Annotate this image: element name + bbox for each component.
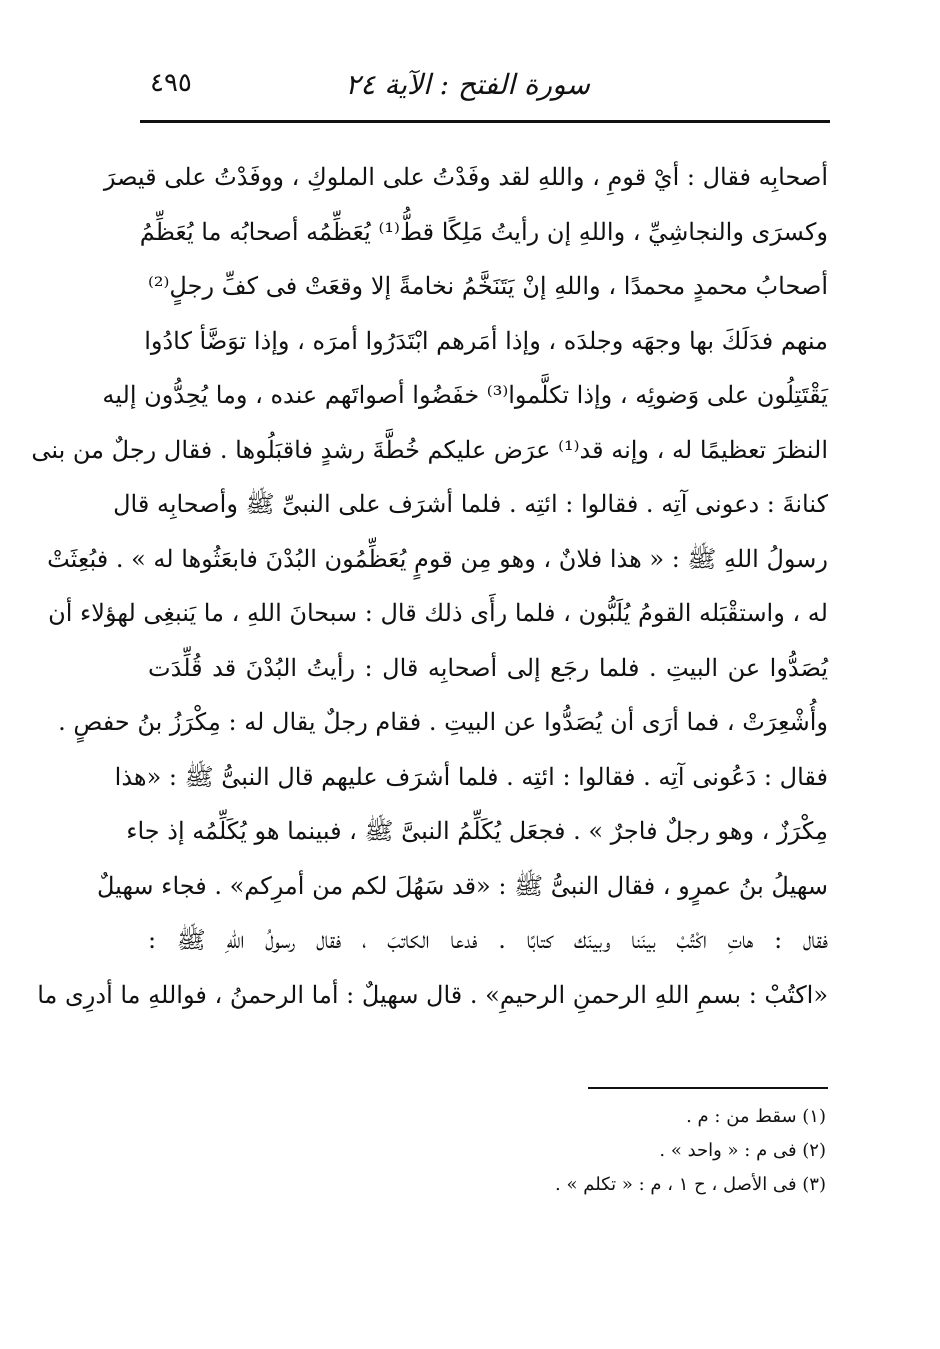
main-text bbox=[31, 150, 828, 1022]
text-line: يُصَدُّوا عن البيتِ . فلما رجَع إلى أصحابِه قال : رأيتُ البُدْنَ قد قُلِّدَت bbox=[148, 653, 828, 682]
footnotes bbox=[300, 1100, 826, 1202]
text-line: كنانةَ : دعونى آتِه . فقالوا : ائتِه . فلما أشرَف على النبىِّ ﷺ وأصحابِه قال bbox=[113, 490, 828, 518]
text-line: رسولُ اللهِ ﷺ : « هذا فلانٌ ، وهو مِن قومٍ يُعَظِّمُون البُدْنَ فابعَثُوها له » . فبُعِثَتْ bbox=[47, 544, 828, 573]
text-line: أصحابُ محمدٍ محمدًا ، واللهِ إنْ يَتَنَخَّمُ نخامةً إلا وقعَتْ فى كفِّ رجلٍ⁽²⁾ bbox=[148, 272, 828, 300]
text-line: «اكتُبْ : بسمِ اللهِ الرحمنِ الرحيمِ» . قال سهيلٌ : أما الرحمنُ ، فواللهِ ما أدرِى ما bbox=[37, 980, 828, 1009]
page-number: ٤٩٥ bbox=[150, 68, 192, 98]
text-line: منهم فدَلَكَ بها وجهَه وجلدَه ، وإذا أمَرهم ابْتَدَرُوا أمرَه ، وإذا توَضَّأ كادُوا bbox=[144, 326, 828, 355]
text-line: له ، واستقْبَله القومُ يُلَبُّون ، فلما رأَى ذلك قال : سبحانَ اللهِ ، ما يَنبغِى لهؤلاء أن bbox=[48, 599, 828, 627]
footnote: (١) سقط من : م . bbox=[686, 1106, 826, 1127]
footnote: (٣) فى الأصل ، ح ١ ، م : « تكلم » . bbox=[555, 1174, 826, 1195]
text-line: سهيلُ بنُ عمرٍو ، فقال النبىُّ ﷺ : «قد سَهُلَ لكم من أمرِكم» . فجاء سهيلٌ bbox=[96, 871, 828, 900]
text-line: مِكْرَزٌ ، وهو رجلٌ فاجرٌ » . فجعَل يُكَلِّمُ النبىَّ ﷺ ، فبينما هو يُكَلِّمُه إذ جاء bbox=[126, 817, 828, 845]
footnote-divider bbox=[588, 1087, 828, 1089]
text-line: فقال : دَعُونى آتِه . فقالوا : ائتِه . فلما أشرَف عليهم قال النبىُّ ﷺ : «هذا bbox=[114, 762, 828, 791]
running-header bbox=[140, 60, 830, 112]
header-title: سورة الفتح : الآية ٢٤ bbox=[345, 68, 590, 101]
text-line: وأُشْعِرَتْ ، فما أرَى أن يُصَدُّوا عن البيتِ . فقام رجلٌ يقال له : مِكْرَزُ بنُ حفصٍ . bbox=[58, 708, 828, 736]
text-line: أصحابِه فقال : أيْ قومِ ، واللهِ لقد وفَدْتُ على الملوكِ ، ووفَدْتُ على قيصرَ bbox=[103, 163, 828, 191]
text-line: النظرَ تعظيمًا له ، وإنه قد⁽¹⁾ عرَض عليكم خُطَّةَ رشدٍ فاقبَلُوها . فقال رجلٌ من بنى bbox=[31, 435, 828, 464]
text-line: وكسرَى والنجاشِيِّ ، واللهِ إن رأيتُ مَلِكًا قطُّ⁽¹⁾ يُعَظِّمُه أصحابُه ما يُعَظِّمُ bbox=[139, 217, 828, 246]
text-line: يَقْتَتِلُون على وَضوئِه ، وإذا تكلَّموا⁽³⁾ خفَضُوا أصواتَهم عنده ، وما يُحِدُّون إليه bbox=[102, 381, 828, 409]
text-line: فقال : هاتِ اكْتُبْ بينَنا وبينَك كتابًا . فدعا الكاتبَ ، فقال رسولُ اللهِ ﷺ : bbox=[148, 926, 828, 954]
header-divider bbox=[140, 120, 830, 123]
footnote: (٢) فى م : « واحد » . bbox=[659, 1140, 826, 1161]
